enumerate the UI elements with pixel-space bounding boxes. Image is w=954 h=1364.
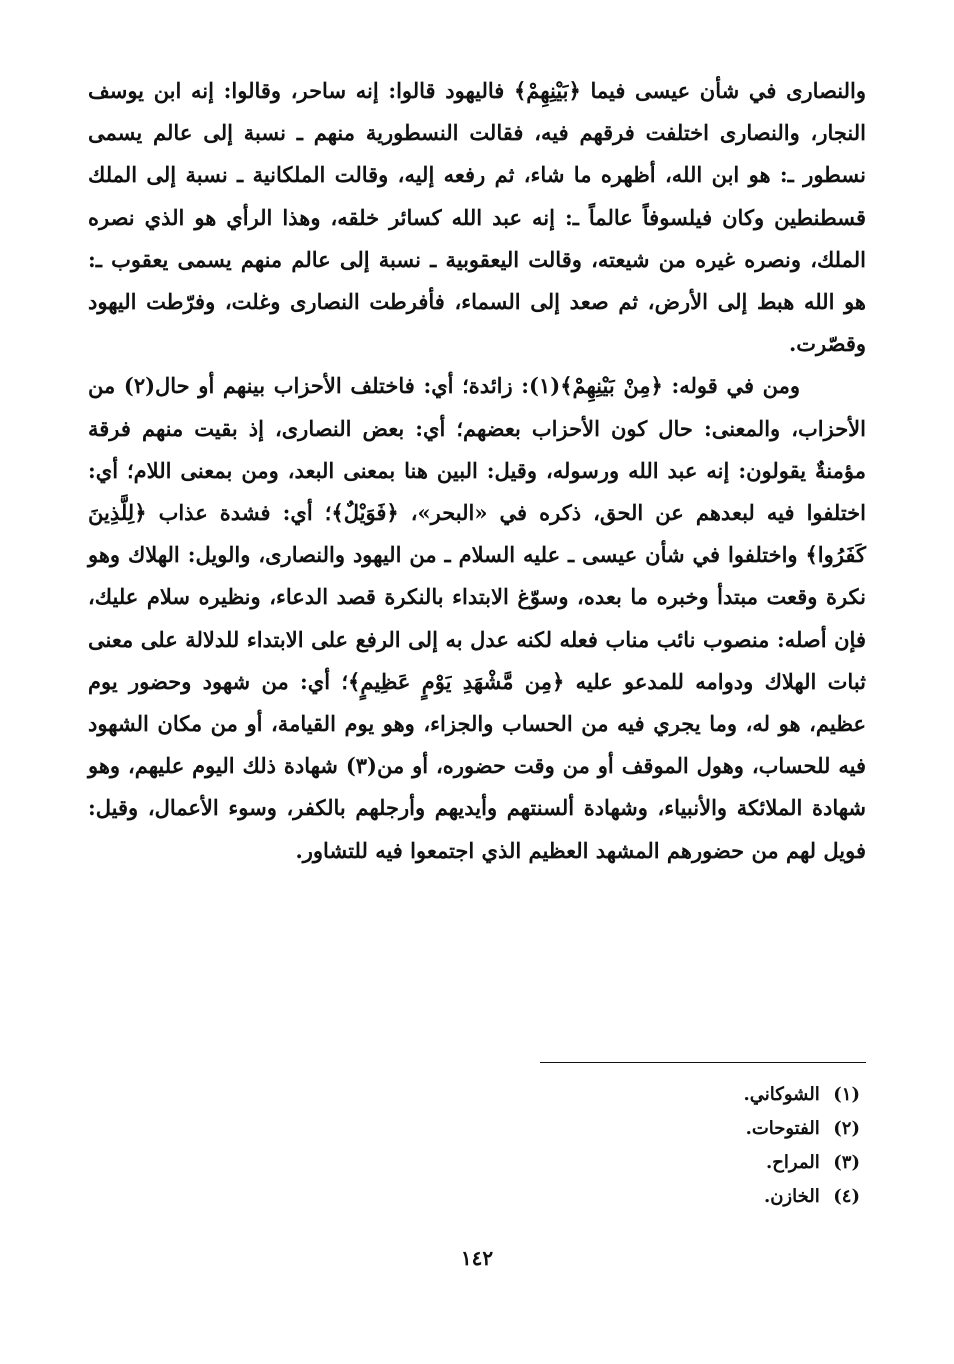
footnote-text: الفتوحات. [745, 1118, 820, 1139]
page [88, 70, 866, 1207]
footnote-number: (٤) [833, 1186, 860, 1207]
footnote-item [744, 1146, 860, 1180]
paragraph-1: والنصارى في شأن عيسى فيما ﴿بَيْنِهِمْ﴾ فاليهود قالوا: إنه ساحر، وقالوا: إنه ابن يوسف النجار، والنصارى اختلفت فرقهم فيه، فقالت النسطورية منهم ـ نسبة إلى عالم يسمى نسطور ـ: هو ابن الله، أظهره ما شاء، ثم رفعه إليه، وقالت الملكانية ـ نسبة إلى الملك قسطنطين وكان فيلسوفاً عالماً ـ: إنه عبد الله كسائر خلقه، وهذا الرأي هو الذي نصره الملك، ونصره غيره من شيعته، وقالت اليعقوبية ـ نسبة إلى عالم منهم يسمى يعقوب ـ: هو الله هبط إلى الأرض، ثم صعد إلى السماء، فأفرطت النصارى وغلت، وفرّطت اليهود وقصّرت. [88, 78, 866, 357]
footnote-number: (٢) [833, 1118, 860, 1139]
footnote-number: (١) [833, 1084, 860, 1105]
footnote-divider [540, 1062, 866, 1063]
footnote-item [744, 1112, 860, 1146]
footnote-text: الشوكاني. [743, 1084, 820, 1105]
page-number: ١٤٢ [460, 1246, 494, 1270]
footnote-number: (٣) [833, 1152, 860, 1173]
footnote-item [744, 1078, 860, 1112]
footnote-text: المراح. [766, 1152, 820, 1173]
paragraph-2: ومن في قوله: ﴿مِنْ بَيْنِهِمْ﴾(١): زائدة؛ أي: فاختلف الأحزاب بينهم أو حال(٢) من الأحزاب، والمعنى: حال كون الأحزاب بعضهم؛ أي: بعض النصارى، إذ بقيت منهم فرقة مؤمنةٌ يقولون: إنه عبد الله ورسوله، وقيل: البين هنا بمعنى البعد، ومن بمعنى اللام؛ أي: اختلفوا فيه لبعدهم عن الحق، ذكره في «البحر»، ﴿فَوَيْلٌ﴾؛ أي: فشدة عذاب ﴿لِلَّذِينَ كَفَرُوا﴾ واختلفوا في شأن عيسى ـ عليه السلام ـ من اليهود والنصارى، والويل: الهلاك وهو نكرة وقعت مبتدأ وخبره ما بعده، وسوّغ الابتداء بالنكرة قصد الدعاء، ونظيره سلام عليك، فإن أصله: منصوب نائب مناب فعله لكنه عدل به إلى الرفع على الابتداء للدلالة على معنى ثبات الهلاك ودوامه للمدعو عليه ﴿مِن مَّشْهَدِ يَوْمٍ عَظِيمٍ﴾؛ أي: من شهود وحضور يوم عظيم، هو له، وما يجري فيه من الحساب والجزاء، وهو يوم القيامة، أو من مكان الشهود فيه للحساب، وهول الموقف أو من وقت حضوره، أو من(٣) شهادة ذلك اليوم عليهم، وهو شهادة الملائكة والأنبياء، وشهادة ألسنتهم وأيديهم وأرجلهم بالكفر، وسوء الأعمال، وقيل: فويل لهم من حضورهم المشهد العظيم الذي اجتمعوا فيه للتشاور. [88, 373, 866, 863]
body-text [88, 70, 866, 872]
footnote-item [744, 1180, 860, 1214]
footnotes-list [744, 1078, 860, 1214]
footnote-text: الخازن. [763, 1186, 820, 1207]
